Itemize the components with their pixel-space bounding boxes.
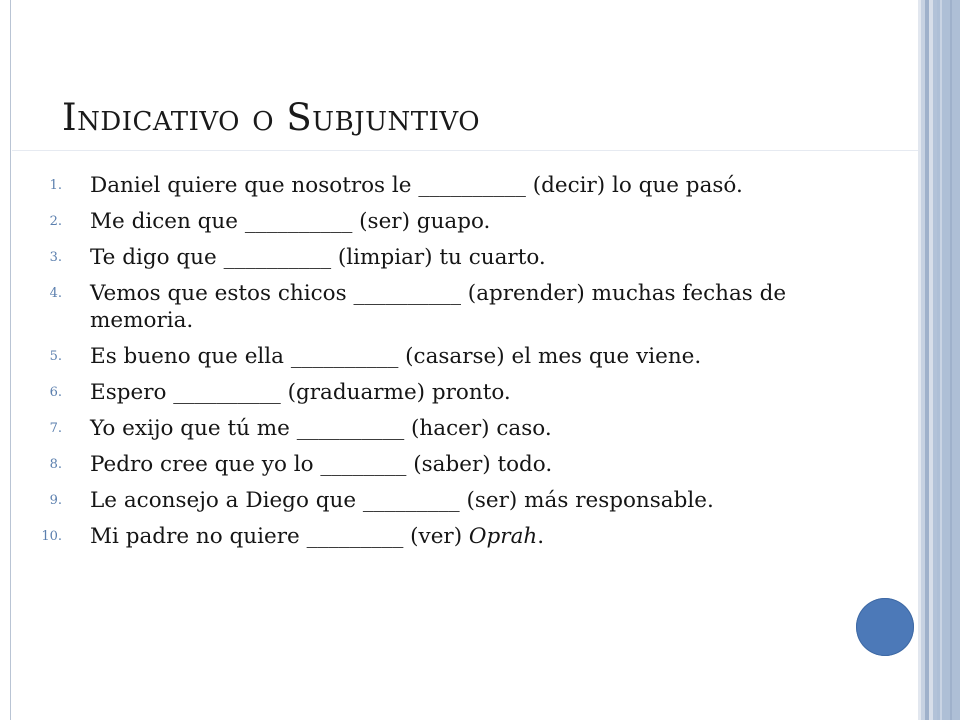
item-number: 8.	[49, 457, 62, 472]
exercise-item-2	[30, 208, 890, 235]
item-number: 7.	[49, 421, 62, 436]
slide-title: Indicativo o Subjuntivo	[62, 96, 481, 139]
exercise-item-1	[30, 172, 890, 199]
exercise-item-10	[30, 523, 890, 550]
item-text: Me dicen que __________ (ser) guapo.	[90, 209, 491, 234]
item-number: 10.	[41, 529, 62, 544]
item-number: 9.	[49, 493, 62, 508]
exercise-item-3	[30, 244, 890, 271]
decorative-circle	[856, 598, 914, 656]
exercise-item-8	[30, 451, 890, 478]
item-number: 5.	[49, 349, 62, 364]
item-text: Es bueno que ella __________ (casarse) el mes que viene.	[90, 344, 702, 369]
item-number: 6.	[49, 385, 62, 400]
exercise-item-6	[30, 379, 890, 406]
exercise-item-4	[30, 280, 890, 334]
item-text: Mi padre no quiere _________ (ver)	[90, 524, 469, 549]
exercise-item-5	[30, 343, 890, 370]
item-number: 4.	[49, 286, 62, 301]
title-divider	[12, 150, 918, 151]
exercise-item-7	[30, 415, 890, 442]
exercise-list	[30, 172, 890, 559]
item-text: Vemos que estos chicos __________ (aprender) muchas fechas de memoria.	[90, 281, 787, 333]
item-text-italic: Oprah	[468, 524, 538, 549]
item-number: 2.	[49, 214, 62, 229]
right-decorative-band	[940, 0, 942, 720]
item-text: Pedro cree que yo lo ________ (saber) todo.	[90, 452, 553, 477]
item-number: 1.	[49, 178, 62, 193]
item-text: Yo exijo que tú me __________ (hacer) caso.	[90, 416, 552, 441]
item-text: Espero __________ (graduarme) pronto.	[90, 380, 511, 405]
item-text: Le aconsejo a Diego que _________ (ser) más responsable.	[90, 488, 714, 513]
right-decorative-band	[950, 0, 952, 720]
exercise-item-9	[30, 487, 890, 514]
item-text: Daniel quiere que nosotros le __________ (decir) lo que pasó.	[90, 173, 743, 198]
item-text-end: .	[537, 524, 545, 549]
left-border-line	[10, 0, 11, 720]
item-number: 3.	[49, 250, 62, 265]
item-text: Te digo que __________ (limpiar) tu cuarto.	[90, 245, 546, 270]
